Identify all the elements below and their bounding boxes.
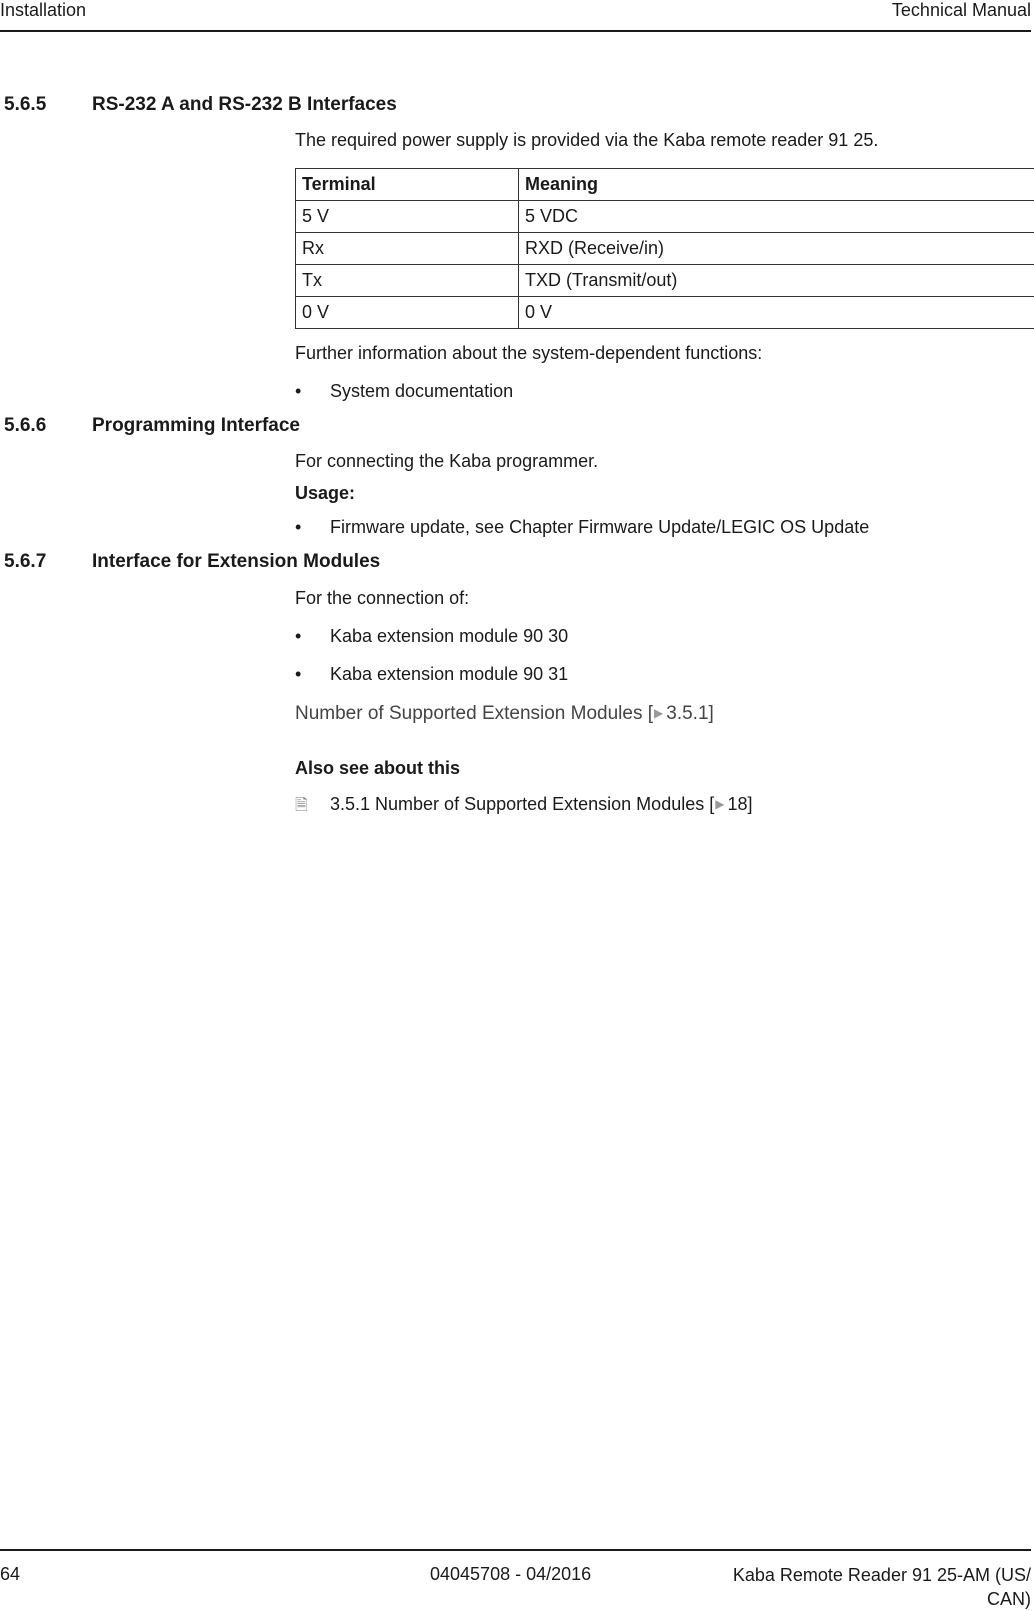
section-title: RS-232 A and RS-232 B Interfaces: [92, 94, 397, 115]
table-cell-terminal: 0 V: [296, 297, 519, 329]
table-header-meaning: Meaning: [519, 169, 1034, 201]
also-see-page: 18]: [727, 794, 752, 814]
table-cell-meaning: RXD (Receive/in): [519, 233, 1034, 265]
table-cell-terminal: Rx: [296, 233, 519, 265]
also-see-text: 3.5.1 Number of Supported Extension Modules [: [330, 794, 714, 814]
header-section-label: Installation: [0, 0, 86, 20]
terminal-table: [295, 168, 1034, 329]
list-item-text: Kaba extension module 90 31: [330, 664, 568, 684]
list-item: [295, 379, 513, 403]
footer-product-title: Kaba Remote Reader 91 25-AM (US/ CAN): [711, 1563, 1031, 1611]
document-icon: 🗎: [295, 794, 330, 818]
table-row: [296, 233, 1034, 265]
table-cell-terminal: Tx: [296, 265, 519, 297]
bullet-icon: •: [295, 662, 330, 686]
further-info-text: Further information about the system-dependent functions:: [295, 341, 762, 365]
bullet-icon: •: [295, 515, 330, 539]
table-cell-meaning: 5 VDC: [519, 201, 1034, 233]
list-item: [295, 515, 869, 539]
footer-divider: [0, 1549, 1031, 1551]
table-header-terminal: Terminal: [296, 169, 519, 201]
section-title: Interface for Extension Modules: [92, 551, 380, 572]
header-doc-type: Technical Manual: [892, 0, 1031, 20]
table-cell-meaning: TXD (Transmit/out): [519, 265, 1034, 297]
section-title: Programming Interface: [92, 415, 300, 436]
table-cell-terminal: 5 V: [296, 201, 519, 233]
usage-label: Usage:: [295, 481, 355, 505]
section-heading-5-6-6: [4, 414, 300, 438]
section-heading-5-6-7: [4, 550, 380, 574]
crossref-target: 3.5.1]: [666, 703, 714, 724]
list-item-text: Firmware update, see Chapter Firmware Update/LEGIC OS Update: [330, 517, 869, 537]
section-number: 5.6.7: [4, 550, 92, 574]
table-row: [296, 297, 1034, 329]
section-heading-5-6-5: [4, 93, 397, 117]
footer-doc-id: 04045708 - 04/2016: [430, 1563, 591, 1585]
table-header-row: [296, 169, 1034, 201]
arrow-right-icon: ▶: [715, 797, 724, 811]
crossref-link[interactable]: [295, 701, 714, 726]
crossref-text: Number of Supported Extension Modules [: [295, 703, 653, 724]
bullet-icon: •: [295, 624, 330, 648]
section-number: 5.6.6: [4, 414, 92, 438]
section-number: 5.6.5: [4, 93, 92, 117]
list-item: [295, 662, 568, 686]
also-see-heading: Also see about this: [295, 756, 460, 780]
section-intro: The required power supply is provided via the Kaba remote reader 91 25.: [295, 128, 878, 152]
list-item-text: System documentation: [330, 381, 513, 401]
header-divider: [0, 30, 1031, 32]
section-intro: For the connection of:: [295, 586, 469, 610]
arrow-right-icon: ▶: [654, 706, 663, 720]
table-cell-meaning: 0 V: [519, 297, 1034, 329]
table-row: [296, 265, 1034, 297]
also-see-link[interactable]: [295, 792, 753, 818]
section-intro: For connecting the Kaba programmer.: [295, 449, 598, 473]
bullet-icon: •: [295, 379, 330, 403]
list-item: [295, 624, 568, 648]
table-row: [296, 201, 1034, 233]
list-item-text: Kaba extension module 90 30: [330, 626, 568, 646]
page-number: 64: [0, 1563, 20, 1585]
